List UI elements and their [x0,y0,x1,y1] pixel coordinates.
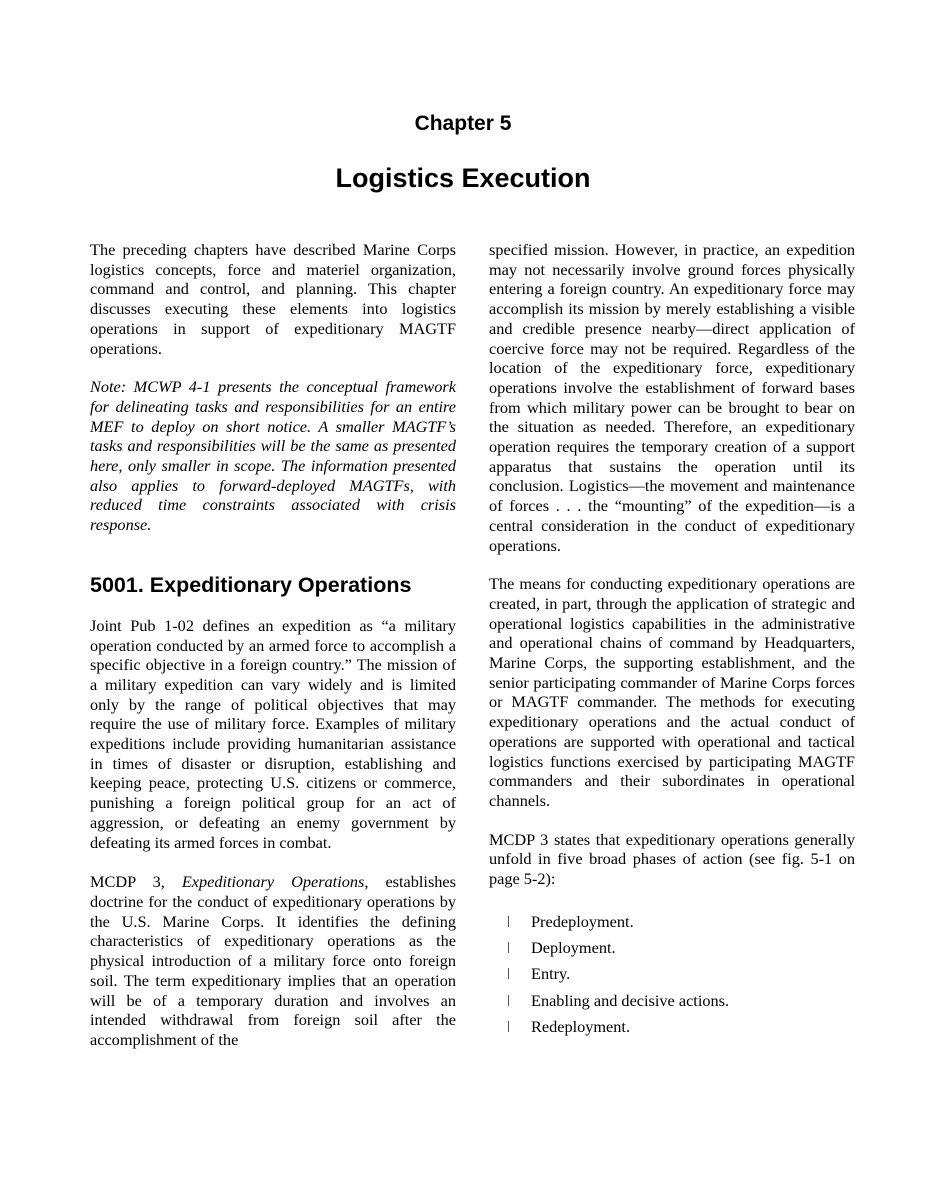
section-heading: 5001. Expeditionary Operations [90,572,412,597]
chapter-label: Chapter 5 [414,112,512,135]
intro-paragraph: The preceding chapters have described Marine Corps logistics concepts, force and materiel organization, command and control, and planning. This chapter discusses executing these elements into logistics operations in support of expeditionary MAGTF operations. [90,240,456,358]
mcdp-prefix: MCDP 3, [90,872,182,892]
bullet-icon [508,1021,509,1032]
right-column [489,240,855,1043]
list-item [489,1017,855,1043]
phases-intro-paragraph: MCDP 3 states that expeditionary operations generally unfold in five broad phases of action (see fig. 5-1 on page 5-2): [489,829,855,889]
note-paragraph: Note: MCWP 4-1 presents the conceptual framework for delineating tasks and responsibilities for an entire MEF to deploy on short notice. A smaller MAGTF’s tasks and responsibilities will be the same as presented here, only smaller in scope. The information presented also applies to forward-deployed MAGTFs, with reduced time constraints associated with crisis response. [90,377,456,535]
list-item [489,912,855,938]
joint-pub-paragraph: Joint Pub 1-02 defines an expedition as “a military operation conducted by an armed force to accomplish a specific objective in a foreign country.” The mission of a military expedition can vary widely and is limited only by the range of political objectives that may require the use of military force. Examples of military expeditions include providing humanitarian assistance in times of disaster or disruption, establishing and keeping peace, protecting U.S. citizens or commerce, punishing a foreign political group for an act of aggression, or defeating an enemy government by defeating its armed forces in combat. [90,615,456,852]
means-paragraph: The means for conducting expeditionary operations are created, in part, through the application of strategic and operational logistics capabilities in the administrative and operational chains of command by Headquarters, Marine Corps, the supporting establishment, and the senior participating commander of Marine Corps forces or MAGTF commander. The methods for executing expeditionary operations and the actual conduct of operations are supported with operational and tactical logistics functions exercised by participating MAGTF commanders and their subordinates in operational channels. [489,574,855,810]
list-item [489,991,855,1017]
bullet-icon [508,916,509,927]
mcdp-paragraph [90,872,456,1049]
mcdp-rest: , establishes doctrine for the conduct of expeditionary operations by the U.S. Marine Corps. It identifies the defining characteristics of expeditionary operations as the physical introduction of a military force onto foreign soil. The term expeditionary implies that an operation will be of a temporary duration and involves an intended withdrawal from foreign soil after the accomplishment of the [90,872,456,1049]
bullet-icon [508,968,509,979]
phase-label: Redeployment. [531,1016,631,1036]
bullet-icon [508,942,509,953]
list-item [489,964,855,990]
mcdp-publication-title: Expeditionary Operations [181,872,365,892]
phase-list [489,912,855,1043]
phase-label: Predeployment. [531,911,634,931]
phase-label: Deployment. [531,938,616,958]
bullet-icon [508,995,509,1006]
phase-label: Enabling and decisive actions. [531,990,730,1010]
continued-paragraph: specified mission. However, in practice, an expedition may not necessarily involve ground forces physically entering a foreign country. An expeditionary force may accomplish its mission by merely establishing a visible and credible presence nearby—direct application of coercive force may not be required. Regardless of the location of the expeditionary force, expeditionary operations involve the establishment of forward bases from which military power can be brought to bear on the situation as needed. Therefore, an expeditionary operation requires the temporary creation of a support apparatus that sustains the operation until its conclusion. Logistics—the movement and maintenance of forces . . . the “mounting” of the expedition—is a central consideration in the conduct of expeditionary operations. [489,240,855,555]
left-column [90,240,456,1050]
list-item [489,938,855,964]
chapter-title: Logistics Execution [335,163,591,193]
phase-label: Entry. [531,964,571,984]
